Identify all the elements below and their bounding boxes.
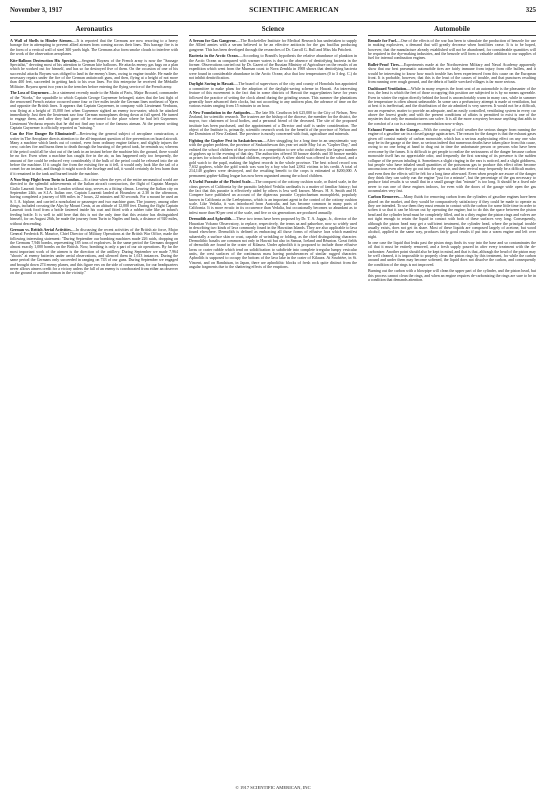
page-number: 325: [525, 7, 536, 14]
article-title: A New Foundation in the Antipodes.: [189, 109, 252, 115]
article-title: Exhaust Fumes in the Garage.: [368, 127, 420, 133]
article: [189, 39, 357, 52]
article: [189, 217, 357, 269]
article: [10, 228, 178, 276]
article-title: The Loss of Guynemer.: [10, 90, 50, 96]
article: [189, 54, 357, 80]
article: [368, 87, 536, 126]
article: [10, 59, 178, 89]
article-body: —The board of supervisors of the city and county of Honolulu has appointed a committee to make plans for the adoption of the daylight-saving scheme in Hawaii. An interesting feature of this movement is the fact that in some districts of Hawaii the sugar-planters have for years followed the practice of setting the clock ahead during the grinding season. This summer the plantations generally have advanced their clocks, but not according to any uniform plan, the advance of time on the various estates ranging from 15 minutes to an hour.: [189, 81, 357, 109]
issue-date: November 3, 1917: [10, 7, 63, 14]
article-body: —In discussing the recent activities of the British air force, Major General Frederick B. Maurice, Chief Director of Military Operations at the British War Office, made the following interesting statement: "During September our bombing machines made 226 raids, dropping on the Germans 7,946 bombs, representing 185 tons of explosives. In the same period the Germans dropped almost exactly 1,000 bombs on the British. Now, bombing is only a part of our air operations. By far the most important work of the airmen is the direction of the artillery. During September we made 7,964 "shoots" at enemy batteries under aerial observations, and silenced them in 1,613 instances. During the same period the Germans only succeeded in ranging on 743 of our guns. During September we engaged and brought down 274 enemy planes, and this figure errs on the side of conservatism, for our headquarters never allows aimers credit for a victory unless the fall of an enemy is corroborated from either an observer on the ground or another airman in the vicinity.": [10, 227, 178, 276]
article: [189, 139, 357, 178]
article-body: —At a time when the eyes of the entire aeronautical world are directed to the splendid achievements of the Italian aircraft constructors, the flight of Captain Marquis Giulio Laureati from Turin to London without stop, serves as a fitting climax. Leaving the Italian city on September 24th, an S.I.A. Italian one, Captain Laureati landed at Hounslow at 2.30 in the afternoon, having completed a journey of 606 miles in 7 hours, 22 minutes and 30 seconds. For a mount he used an S. I. A. biplane, and carried a nonchalant or passenger and two machine guns. The journey, among other things, included crossing the Alps by Mount Cenis, at an altitude of 12,000 feet. During the flight Captain Laureati took food from a bottle fastened inside his coat and fitted with a rubber tube like an infant's feeding bottle. It is well to add here that this is not the only time that this aviator has distinguished himself, for on August 26th, he made the journey from Turin to Naples and back, a distance of 920 miles, without descending.: [10, 177, 178, 226]
article-body: —After struggling for a long time in an unsystematic way with the gopher problem, the province of Saskatchewan this year set aside May 1st as "Gopher Day," and enlisted the school children of the province in a competition to see who could destroy the largest number of gophers up to the evening of that day. The authorities offered 30 bronze shields and 30 bronze medals as prizes for schools and individual children, respectively. A silver shield was offered to the school, and a gold watch to the pupil, making the highest records in the whole province. The best school record was 7,632 gophers, while the gold watch was won by a boy who had 2,062 victims to his credit. A total of 214,140 gophers were destroyed, and the resulting benefit to the crops is estimated at $200,000. A permanent gopher-killing league has now been organized among the school children.: [189, 137, 357, 178]
article-body: In one case the liquid that leaks past the piston rings finds its way into the base and so contaminates the oil that it must be entirely removed, and a fresh supply poured in after every treatment with the de-carbonizer. Another point should also be kept in mind, and that is that, although the head of the piston may be well cleaned, it is impossible to properly clean the piston rings by this treatment, for while the carbon around and under them may become softened, the liquid does not dissolve the carbon, and consequently the condition of the rings is not improved.: [368, 240, 536, 267]
article: [368, 39, 536, 61]
article-title: Bullet-Proof Tires.: [368, 61, 400, 67]
article-title: Can the Fire Danger Be Eliminated?: [10, 131, 76, 137]
article-body: —These two terms have been proposed by Dr. T. A. Jaggar, Jr., director of the Hawaiian Volcano Observatory, to replace, respectively, the terms aa and pahoehoe, now so widely used in describing two kinds of lava commonly found in the Hawaiian Islands. They are also applicable to lava found elsewhere. Dermolith is defined as embracing all those forms of effusive lava which manifest subaerially a surface skin or crust, capable of wrinkling or folding, as the chief distinguishing character. Dermolithic basalts are common not only in Hawaii but also in Samoa, Iceland and Réunion. Great fields of dermolith are found in the crater of Kilauea. Under aphrolith it is proposed to include those effusive lavas or crater rubble which tend on solidification to subdivide into complete irregular lumpy vesicular units, the crest surfaces of the continuous mass having protuberances of similar rugged character. Aphrolith is supposed to occupy the bottom of the lava lake in the crater of Kilauea. At Soufrière, in St. Vincent, and on Bandaisan, in Japan, there are aphrolithic blocks of fresh rock quite distinct from the angular fragments due to the shattering effects of the eruptions.: [189, 216, 357, 269]
article: [368, 241, 536, 267]
article: [368, 63, 536, 85]
column-heading: Science: [189, 25, 357, 36]
article-body: —The late Mr. Cawthron left £25,000 to the City of Nelson, New Zealand, for scientific research. The trustees are the bishop of the diocese, the member for the district, the mayor, two chairmen of local bodies, and a personal friend of the deceased. The site of the proposed institute has been purchased, and the appointment of a Director and staff is under consideration. The object of the Institute is, primarily, scientific research work for the benefit of the province of Nelson and the Dominion of New Zealand. The province is mostly concerned with fruit, agriculture and minerals.: [189, 109, 357, 137]
column-heading: Automobile: [368, 25, 536, 36]
article-title: A Wall of Shells to Hinder Airmen.: [10, 38, 73, 43]
article-body: —According to Brandt's hypothesis the relative abundance of plankton in the Arctic Ocean as compared with warmer waters is due to the absence of denitrifying bacteria in the former. Observations carried out by Dr. Gazert of the Russian Ministry of Agriculture on the results of an expedition which went from the Murman coast to Nova Zembla in 1908 shows that denitrifying bacteria were found in considerable abundance in the Arctic Ocean; also that low temperatures (0 to 3 deg. C.) do not inhibit denitrification.: [189, 53, 357, 80]
article-body: —While in many respects the front seat of an automobile is the pleasanter of the two, the least is which the feet of those occupying this position are subjected to is by no means agreeable. Even in winter the region directly behind the hood is uncomfortably warm in many cars, while in summer the temperature is often almost unbearable. In some cars a perfunctory attempt is made at ventilation, but at best it is ineffectual, and the distribution of the air admitted is very uneven. It would not be a difficult, nor an expensive, matter to provide an adequate, and an easily controlled, ventilating system in every car above the lowest grade; and with the present conditions of affairs is permitted to exist is one of the mysteries that only the manufacturers can solve. It is all the more a mystery because anything that adds to the comfort of a car is a strong recommendation now-a-days.: [368, 85, 536, 126]
article-body: —The Rockefeller Institute for Medical Research has undertaken to supply the Allied armies with a serum believed to be an effective antitoxin for the gas bacillus producing gangrene. This has been developed through the researches of Dr. Carroll G. Bull and Miss Ida Pritchett.: [189, 38, 357, 52]
article: [189, 82, 357, 108]
article: [368, 128, 536, 193]
article-title: Benzole for Fuel.: [368, 38, 397, 43]
article-title: Daylight Saving in Hawaii.: [189, 81, 235, 87]
article-body: —With the coming of cold weather the serious danger from running the engine of a gasoline car in a closed garage again arises. The reason for the danger is that the exhaust gases given off consist mainly of carbon monoxide, which has a serious asphyxiating effect on any one who may be in the garage at the time, so serious indeed that numerous deaths have taken place from this cause, owing to no one being at hand to drag out in time the unfortunate person or persons who have been overcome by the fumes. It is difficult to get people to realize the seriousness of the danger because carbon monoxide itself has no appreciable odor, and frequently the first warning of its presence is the sudden collapse of the person inhaling it. Sometimes a slight ringing in the ears is noticed, and a slight giddiness, but people who have inhaled small quantities of the poisonous gas to produce this effect often become unconscious even after they go out into the open air, and their revival may frequently be a difficult matter, and even then the effects will be felt for a long time afterward. Even when people are aware of the danger they think they can safely run the engine "just for a minute", but the percentage of the gas necessary to produce fatal results is so small that in a small garage that "minute" is too long. It should be a fixed rule never to run one of these engines indoors, for even with the doors of the garage wide open the gas accumulates very fast.: [368, 127, 536, 193]
article: [368, 195, 536, 238]
article-body: —It is reported that the Germans are now resorting to a heavy barrage fire in attempting to prevent allied airmen from coming across their lines. This barrage fire is in the form of a vertical wall of steel 300 yards high. The Germans also form smoke clouds to interfere with the work of the observation aeroplanes.: [10, 38, 178, 57]
copyright-footer: © 1917 SCIENTIFIC AMERICAN, INC: [235, 785, 311, 790]
header-rule: [10, 21, 536, 22]
article-title: Dermolith and Aphrolith.: [189, 216, 233, 222]
article-body: —In a statement recently made to the Matin of Paris, Major Brocard, commander of the "Storks," the squadrille to which Captain George Guynemer belonged, states that the last fight of the renowned French aviator occurred some four or five miles inside the German lines northeast of Ypres and opposite the British lines. It appears that Captain Guynemer, in company with Lieutenant Verdurau, was flying at a height of 15,000 feet when Guynemer sighted an enemy two-seater, which he attacked immediately. Just then the lieutenant saw four German monoplanes diving down at full speed. He turned to engage them, and after they had gone off he returned to the place where he had left Guynemer. Lieutenant Verdurau reports that he did not find any trace of the famous airman. At the present writing Captain Guynemer is officially reported as "missing.": [10, 90, 178, 130]
article: [189, 180, 357, 215]
article-body: —Experiments made at the Northwestern Military and Naval Academy apparently show that our best pneumatic automobile tires are fairly immune from injury from rifle bullets, and it would be interesting to know how much trouble has been experienced from this cause on the European front. It is probable, however, that this is the least of the causes of trouble, and that punctures resulting from running over rough ground, and the debris of battle wrecked villages is far more serious.: [368, 61, 536, 85]
page-header: [10, 5, 536, 19]
columns: [10, 25, 536, 777]
column-aeronautics: [10, 25, 178, 777]
article-body: —Reviewing the general subject of aeroplane construction, a writer in The Aeroplane directs attention to the all-important question of fire prevention on board aircraft. Many a machine which lands out of control, even from ordinary engine failure, and slightly injures the crew, catches fire and burns them to death through the bursting of the petrol tank, he reminds us; whereas if the petrol could all be shot out of the tank in an instant before the machine hits the ground, there would be no fire. Even when a machine has caught fire in the air, as has happened only too frequently, the amount of fire could be reduced very considerably if the bulk of the petrol could be released into the air before the machine. If it caught fire from the existing fire as it fell, it would only look like the tail of a comet for an instant, and though it might scorch the fuselage and tail, it would certainly do less harm than if it remained in the tank and burned inside the machine.: [10, 131, 178, 176]
article-title: Fighting the Gopher Pest in Saskatchewan.: [189, 137, 263, 143]
article: [189, 111, 357, 137]
article-body: —The conquest of the cottony cushion scale, or fluted scale, in the citrus groves of California by the parasitic ladybird Vedalia cardinalis is a matter of familiar history; but the fact that this parasite is effectively aided by others is less well known. Messrs. H. S. Smith and H. Compere have published an account of the dipterous parasite Cryptochaetum monophlebi, popularly known in California as the Leeleptonus, which is an important agent in the control of the cottony cushion scale. Like Vedalia, it was introduced from Australia, and has become common in many parts of California. It is more erratic in its occurrence than Vedalia, but occasionally becomes so abundant as to infest more than 90 per cent of the scale, and five or six generations are produced annually.: [189, 179, 357, 215]
article-body: —Sergeant Boyaeu of the French army is now the "Sausage Specialist," devoting most of his attention to German kite balloons. He attacks enemy gas bags on a plan which he worked out for himself, and has so far destroyed five of them. On the occasion of one of his successful attacks Boyaeu was obliged to land in the enemy's lines, owing to engine trouble. He made the necessary repairs under the fire of the German antiaircraft guns, and then, flying at a height of not more than 400 feet, succeeded in getting back to his own lines. For this enterprise he received the Médaille Militaire. Boyaeu spent two years in the trenches before entering the flying service of the French army.: [10, 57, 178, 89]
magazine-page: [10, 5, 536, 795]
journal-title: SCIENTIFIC AMERICAN: [249, 5, 339, 14]
article-title: Dashboard Ventilation.: [368, 85, 408, 91]
article-title: A Non-Stop Flight from Turin to London.: [10, 177, 80, 183]
article: [10, 91, 178, 130]
article-title: Kite-Balloon Destruction His Specialty.: [10, 57, 78, 63]
article: [368, 269, 536, 282]
article-body: —One of the effects of the war has been to stimulate the production of benzole for use in making explosives, a demand that will greatly decrease when hostilities cease. It is to be hoped, however, that the manufacture already established will not be abandoned, for considerable quantities will be required in the dye-making industries, and the benzole will form a valuable addition to our supplies of fuel for internal combustion engines.: [368, 38, 536, 61]
article-body: Burning out the carbon with a blowpipe will clean the upper part of the cylinder, and the piston head, but this process cannot clean the rings, and when an engine requires de-carbonizing the rings are sure to be in a condition that demands attention.: [368, 268, 536, 282]
article-title: A Serum for Gas Gangrene.: [189, 38, 237, 43]
article-title: German vs. British Aerial Activities.: [10, 227, 72, 233]
article-title: Carbon Removers.: [368, 194, 400, 200]
article-title: A Useful Parasite of the Fluted Scale.: [189, 179, 252, 185]
article-title: Bacteria in the Arctic Ocean.: [189, 53, 239, 59]
column-science: [189, 25, 357, 777]
article: [10, 39, 178, 56]
column-heading: Aeronautics: [10, 25, 178, 36]
article-body: —Many fluids for removing carbon from the cylinders of gasoline engines have been placed on the market, and they would be comparatively satisfactory if they could be made to operate as they are intended. To use them they must remain in contact with the carbon for some little time in order to soften it so that it can be blown out by operating the engine; but to do this the space between the piston head and the cylinder head must be completely filled, and in a dirty engine the piston rings and valves are not tight enough to retain the liquid in contact with both of these surfaces very long. Consequently, although the piston head may get a sufficient treatment, the cylinder head, where the principal trouble usually exists, does not get its share. Most of these liquids are composed largely of acetone, but wood alcohol, applied in the same way, produces fairly good results if put into a warm engine and left over night.: [368, 194, 536, 239]
article: [10, 132, 178, 175]
column-automobile: [368, 25, 536, 777]
article: [10, 178, 178, 226]
